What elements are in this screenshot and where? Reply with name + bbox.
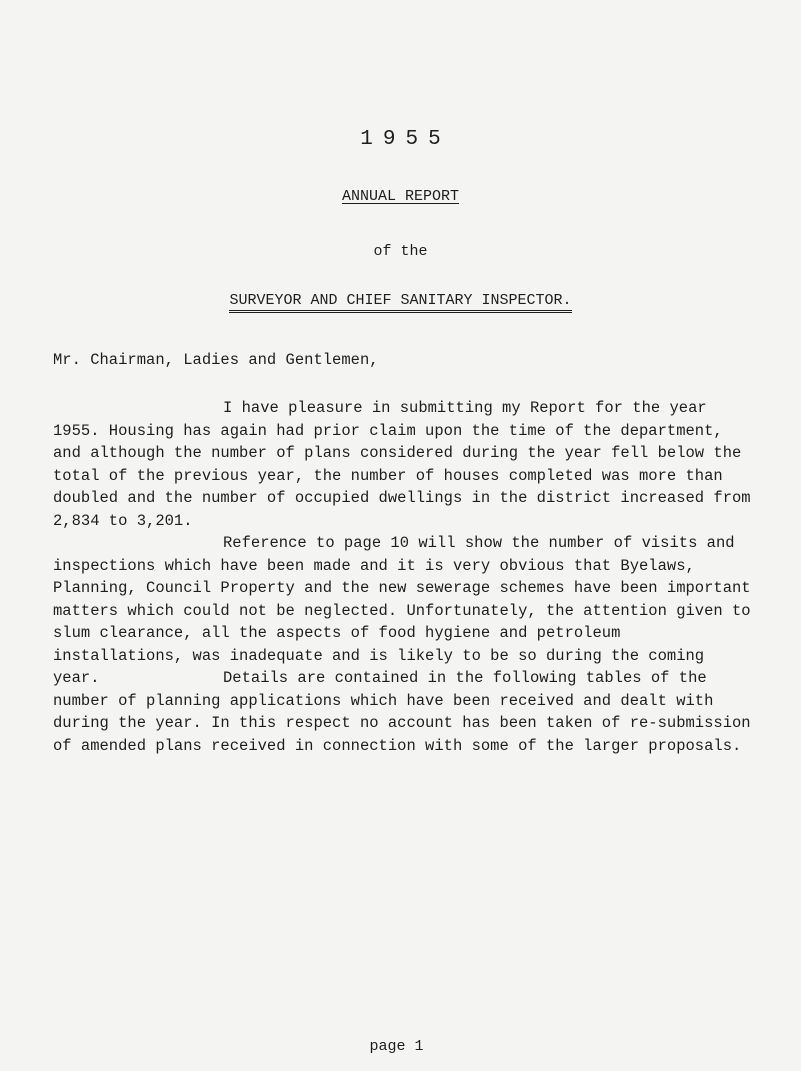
officer-title-text: SURVEYOR AND CHIEF SANITARY INSPECTOR. xyxy=(229,292,571,313)
report-title xyxy=(0,188,801,205)
paragraph-planning: Details are contained in the following tables of the number of planning applications which have been received and dealt with during the year. In this respect no account has been taken of re-submission of amended plans received in connection with some of the larger proposals. xyxy=(53,669,751,755)
paragraph-housing: I have pleasure in submitting my Report for the year 1955. Housing has again had prior claim upon the time of the department, and although the number of plans considered during the year fell below the total of the previous year, the number of houses completed was more than doubled and the number of occupied dwellings in the district increased from 2,834 to 3,201. xyxy=(53,399,751,530)
report-year: 1955 xyxy=(360,128,451,151)
subtitle-connector: of the xyxy=(373,243,428,260)
officer-title xyxy=(0,292,801,309)
paragraph-inspections: Reference to page 10 will show the number of visits and inspections which have been made and it is very obvious that Byelaws, Planning, Council Property and the new sewerage schemes have been important matters which could not be neglected. Unfortunately, the attention given to slum clearance, all the aspects of food hygiene and petroleum installations, was inadequate and is likely to be so during the coming year. xyxy=(53,534,751,687)
salutation: Mr. Chairman, Ladies and Gentlemen, xyxy=(53,351,379,369)
page-number: page 1 xyxy=(369,1038,424,1055)
report-title-text: ANNUAL REPORT xyxy=(341,188,460,205)
